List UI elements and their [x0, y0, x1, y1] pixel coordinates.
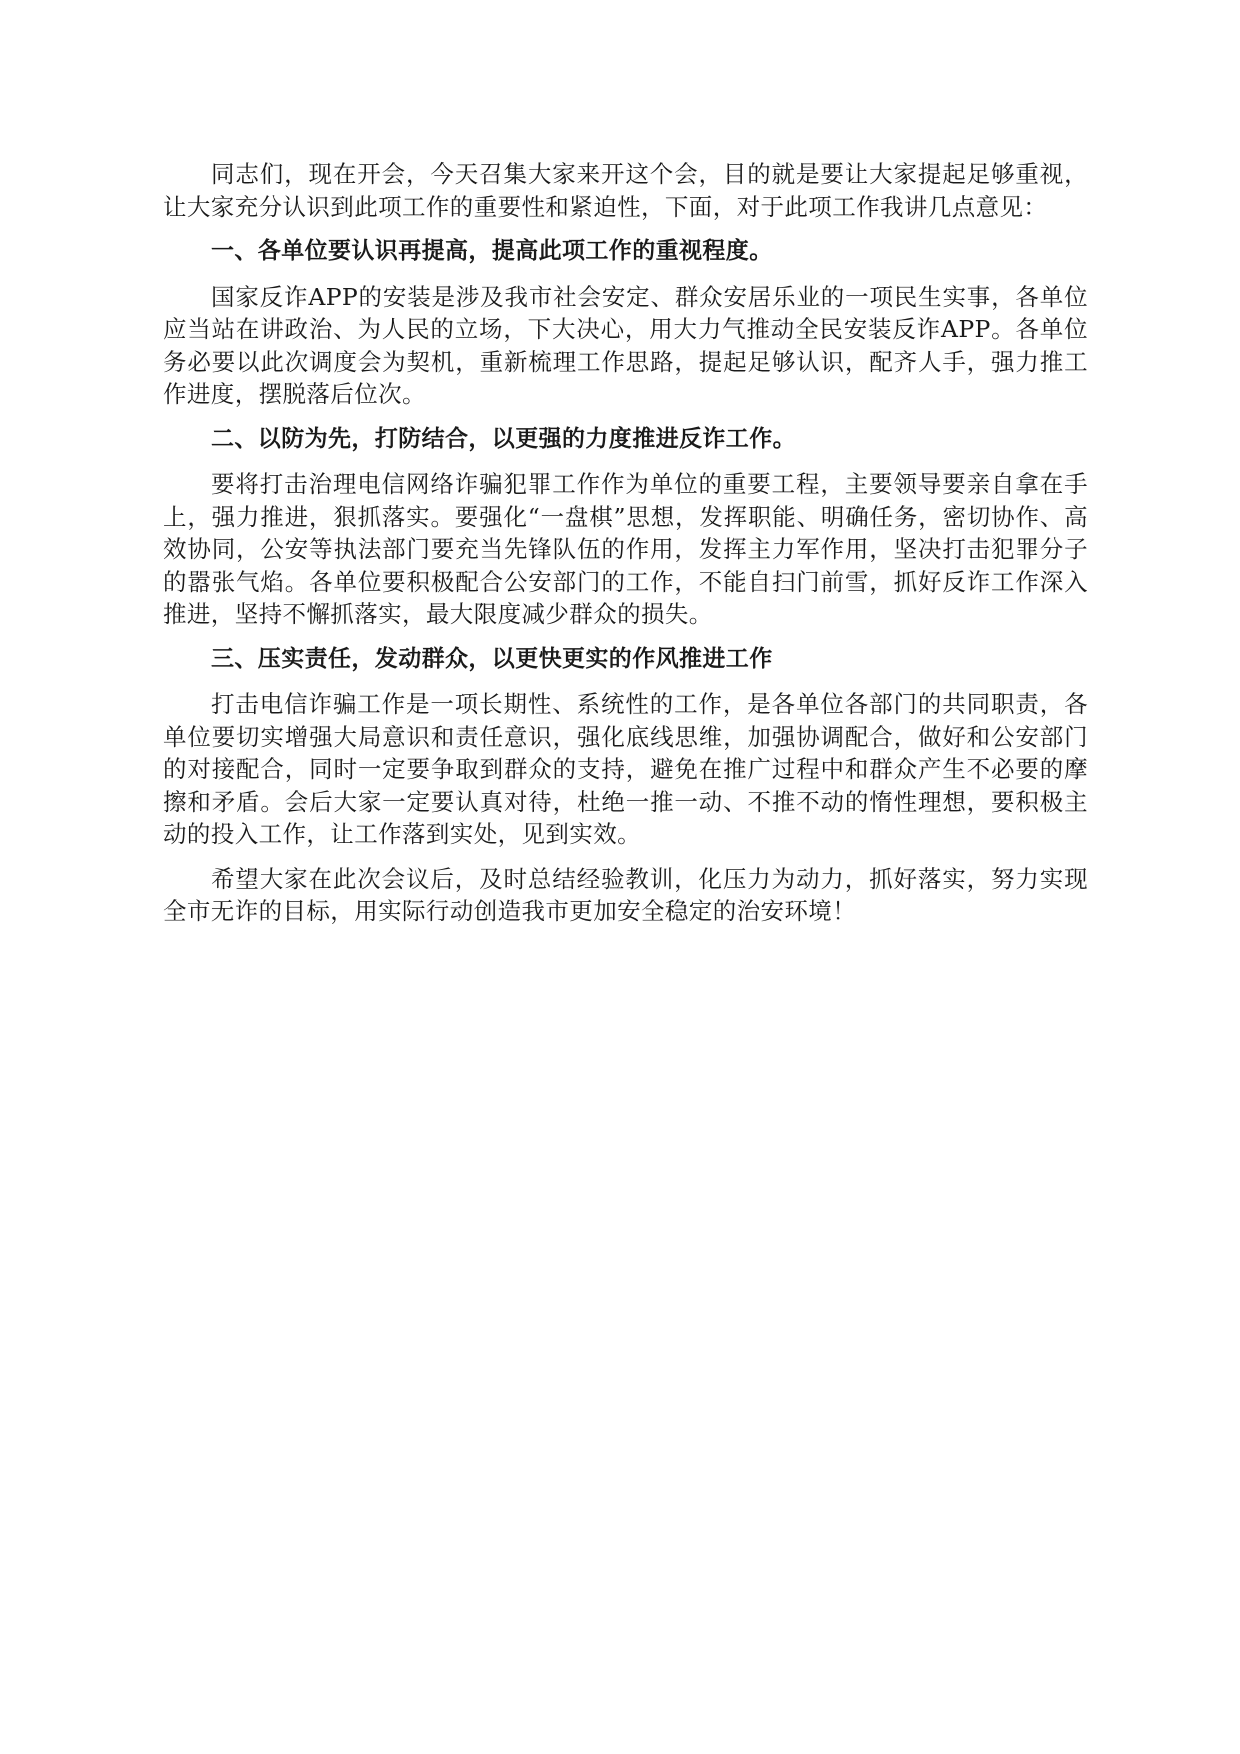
section-1-paragraph: 国家反诈APP的安装是涉及我市社会安定、群众安居乐业的一项民生实事，各单位应当站在讲政治、为人民的立场，下大决心，用大力气推动全民安装反诈APP。各单位务必要以此次调度会为契机，重新梳理工作思路，提起足够认识，配齐人手，强力推工作进度，摆脱落后位次。 — [163, 282, 1088, 408]
section-3-paragraph: 打击电信诈骗工作是一项长期性、系统性的工作，是各单位各部门的共同职责，各单位要切实增强大局意识和责任意识，强化底线思维，加强协调配合，做好和公安部门的对接配合，同时一定要争取到群众的支持，避免在推广过程中和群众产生不必要的摩擦和矛盾。会后大家一定要认真对待，杜绝一推一动、不推不动的惰性理想，要积极主动的投入工作，让工作落到实处，见到实效。 — [163, 690, 1088, 848]
section-2-paragraph: 要将打击治理电信网络诈骗犯罪工作作为单位的重要工程，主要领导要亲自拿在手上，强力推进，狠抓落实。要强化“一盘棋”思想，发挥职能、明确任务，密切协作、高效协同，公安等执法部门要充当先锋队伍的作用，发挥主力军作用，坚决打击犯罪分子的嚣张气焰。各单位要积极配合公安部门的工作，不能自扫门前雪，抓好反诈工作深入推进，坚持不懈抓落实，最大限度减少群众的损失。 — [163, 470, 1088, 628]
closing-paragraph: 希望大家在此次会议后，及时总结经验教训，化压力为动力，抓好落实，努力实现全市无诈的目标，用实际行动创造我市更加安全稳定的治安环境！ — [163, 864, 1088, 925]
section-heading-1: 一、各单位要认识再提高，提高此项工作的重视程度。 — [211, 238, 773, 264]
intro-paragraph: 同志们，现在开会，今天召集大家来开这个会，目的就是要让大家提起足够重视，让大家充分认识到此项工作的重要性和紧迫性，下面，对于此项工作我讲几点意见： — [163, 160, 1088, 221]
document-body — [163, 158, 1088, 940]
section-heading-3: 三、压实责任，发动群众，以更快更实的作风推进工作 — [211, 645, 773, 672]
section-heading-2: 二、以防为先，打防结合，以更强的力度推进反诈工作。 — [211, 425, 796, 452]
